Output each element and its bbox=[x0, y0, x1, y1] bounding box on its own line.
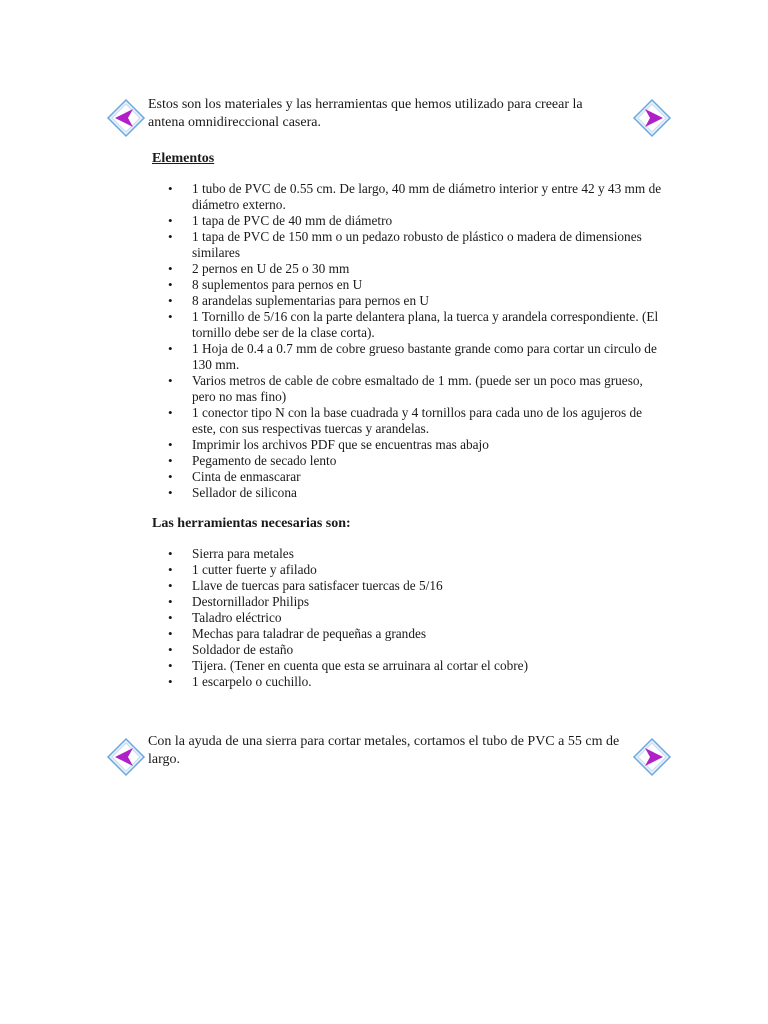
list-item: • 8 suplementos para pernos en U bbox=[192, 277, 662, 293]
list-item: • 1 escarpelo o cuchillo. bbox=[192, 674, 662, 690]
list-item: • 1 Tornillo de 5/16 con la parte delantera plana, la tuerca y arandela correspondiente. (El tornillo debe ser de la clase corta). bbox=[192, 309, 662, 341]
elementos-list bbox=[152, 181, 662, 501]
list-item: • 1 Hoja de 0.4 a 0.7 mm de cobre grueso bastante grande como para cortar un circulo de 130 mm. bbox=[192, 341, 662, 373]
list-item: • Varios metros de cable de cobre esmaltado de 1 mm. (puede ser un poco mas grueso, pero no mas fino) bbox=[192, 373, 662, 405]
herramientas-heading: Las herramientas necesarias son: bbox=[152, 516, 351, 531]
outro-paragraph: Con la ayuda de una sierra para cortar metales, cortamos el tubo de PVC a 55 cm de largo. bbox=[148, 734, 620, 767]
list-item: • Llave de tuercas para satisfacer tuercas de 5/16 bbox=[192, 578, 662, 594]
list-item: • Sellador de silicona bbox=[192, 485, 662, 501]
list-item: • Destornillador Philips bbox=[192, 594, 662, 610]
list-item: • 1 tapa de PVC de 150 mm o un pedazo robusto de plástico o madera de dimensiones similares bbox=[192, 229, 662, 261]
list-item: • Soldador de estaño bbox=[192, 642, 662, 658]
list-item: • 1 conector tipo N con la base cuadrada y 4 tornillos para cada uno de los agujeros de este, con sus respectivas tuercas y arandelas. bbox=[192, 405, 662, 437]
list-item: • Imprimir los archivos PDF que se encuentras mas abajo bbox=[192, 437, 662, 453]
list-item: • Cinta de enmascarar bbox=[192, 469, 662, 485]
list-item: • 1 tapa de PVC de 40 mm de diámetro bbox=[192, 213, 662, 229]
prev-arrow-icon[interactable] bbox=[106, 737, 146, 777]
elementos-heading: Elementos bbox=[152, 151, 215, 166]
list-item: • Tijera. (Tener en cuenta que esta se arruinara al cortar el cobre) bbox=[192, 658, 662, 674]
list-item: • Sierra para metales bbox=[192, 546, 662, 562]
list-item: • Mechas para taladrar de pequeñas a grandes bbox=[192, 626, 662, 642]
next-arrow-icon[interactable] bbox=[632, 98, 672, 138]
list-item: • 8 arandelas suplementarias para pernos en U bbox=[192, 293, 662, 309]
list-item: • Pegamento de secado lento bbox=[192, 453, 662, 469]
herramientas-list bbox=[152, 546, 662, 690]
list-item: • Taladro eléctrico bbox=[192, 610, 662, 626]
list-item: • 1 tubo de PVC de 0.55 cm. De largo, 40 mm de diámetro interior y entre 42 y 43 mm de diámetro externo. bbox=[192, 181, 662, 213]
prev-arrow-icon[interactable] bbox=[106, 98, 146, 138]
list-item: • 2 pernos en U de 25 o 30 mm bbox=[192, 261, 662, 277]
next-arrow-icon[interactable] bbox=[632, 737, 672, 777]
list-item: • 1 cutter fuerte y afilado bbox=[192, 562, 662, 578]
intro-paragraph: Estos son los materiales y las herramientas que hemos utilizado para creear la antena omnidireccional casera. bbox=[148, 97, 583, 130]
